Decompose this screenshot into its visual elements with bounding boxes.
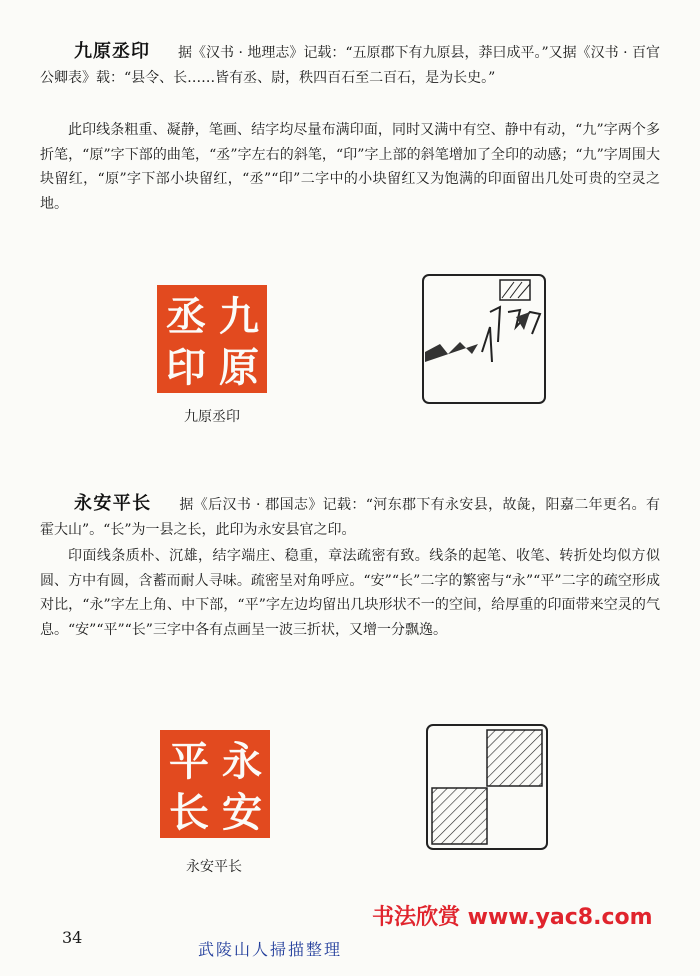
seal1-layout-diagram <box>420 272 550 408</box>
seal-char: 长 <box>169 789 209 836</box>
section1-paragraph-1 <box>40 40 660 90</box>
site-watermark: 书法欣赏 www.yac8.com <box>372 905 653 930</box>
section2-p1-text: 据《后汉书 · 郡国志》记载：“河东郡下有永安县，故彘，阳嘉二年更名。有霍大山”。“长”为一县之长，此印为永安县官之印。 <box>40 497 660 538</box>
seal-char: 印 <box>166 344 206 391</box>
scan-credit: 武陵山人掃描整理 <box>198 940 343 959</box>
diagram-zigzag-fill <box>425 342 478 362</box>
diagram-hatched-top-right <box>487 730 542 786</box>
section2-title: 永安平长 <box>74 493 152 514</box>
seal-yongan-pingzhang <box>160 730 270 838</box>
diagram-hatched-bottom-left <box>432 788 487 844</box>
section2-paragraph-2: 印面线条质朴、沉雄，结字端庄、稳重，章法疏密有致。线条的起笔、收笔、转折处均似方似圆、方中有圆，含蓄而耐人寻味。疏密呈对角呼应。“安”“长”二字的繁密与“永”“平”二字的疏空形成对比，“永”字左上角、中下部，“平”字左边均留出几块形状不一的空间，给厚重的印面带来空灵的气息。“安”“平”“长”三字中各有点画呈一波三折状，又增一分飘逸。 <box>40 548 660 638</box>
seal1-caption: 九原丞印 <box>184 409 240 425</box>
section1-p1-text: 据《汉书 · 地理志》记载：“五原郡下有九原县，莽曰成平。”又据《汉书 · 百官公卿表》载：“县令、长……皆有丞、尉，秩四百石至二百石，是为长史。” <box>40 45 661 86</box>
section1-paragraph-2: 此印线条粗重、凝静，笔画、结字均尽量布满印面，同时又满中有空、静中有动，“九”字两个多折笔，“原”字下部的曲笔，“丞”字左右的斜笔，“印”字上部的斜笔增加了全印的动感；“九”字周围大块留红，“原”字下部小块留红，“丞”“印”二字中的小块留红又为饱满的印面留出几处可贵的空灵之地。 <box>40 122 660 212</box>
section1-title: 九原丞印 <box>74 41 150 62</box>
seal-char: 原 <box>219 344 259 391</box>
seal-char: 丞 <box>166 293 206 340</box>
section2-paragraph-1 <box>40 492 660 542</box>
seal-char: 永 <box>222 738 262 785</box>
seal-char: 平 <box>169 738 209 785</box>
seal2-layout-diagram <box>424 722 550 852</box>
diagram-stroke <box>482 327 492 362</box>
diagram-border <box>423 275 545 403</box>
page-number: 34 <box>62 928 83 947</box>
seal-char: 安 <box>222 789 262 836</box>
seal2-caption: 永安平长 <box>186 859 242 875</box>
seal-jiuyuan-chengyin <box>157 285 267 393</box>
seal-char: 九 <box>219 293 259 340</box>
